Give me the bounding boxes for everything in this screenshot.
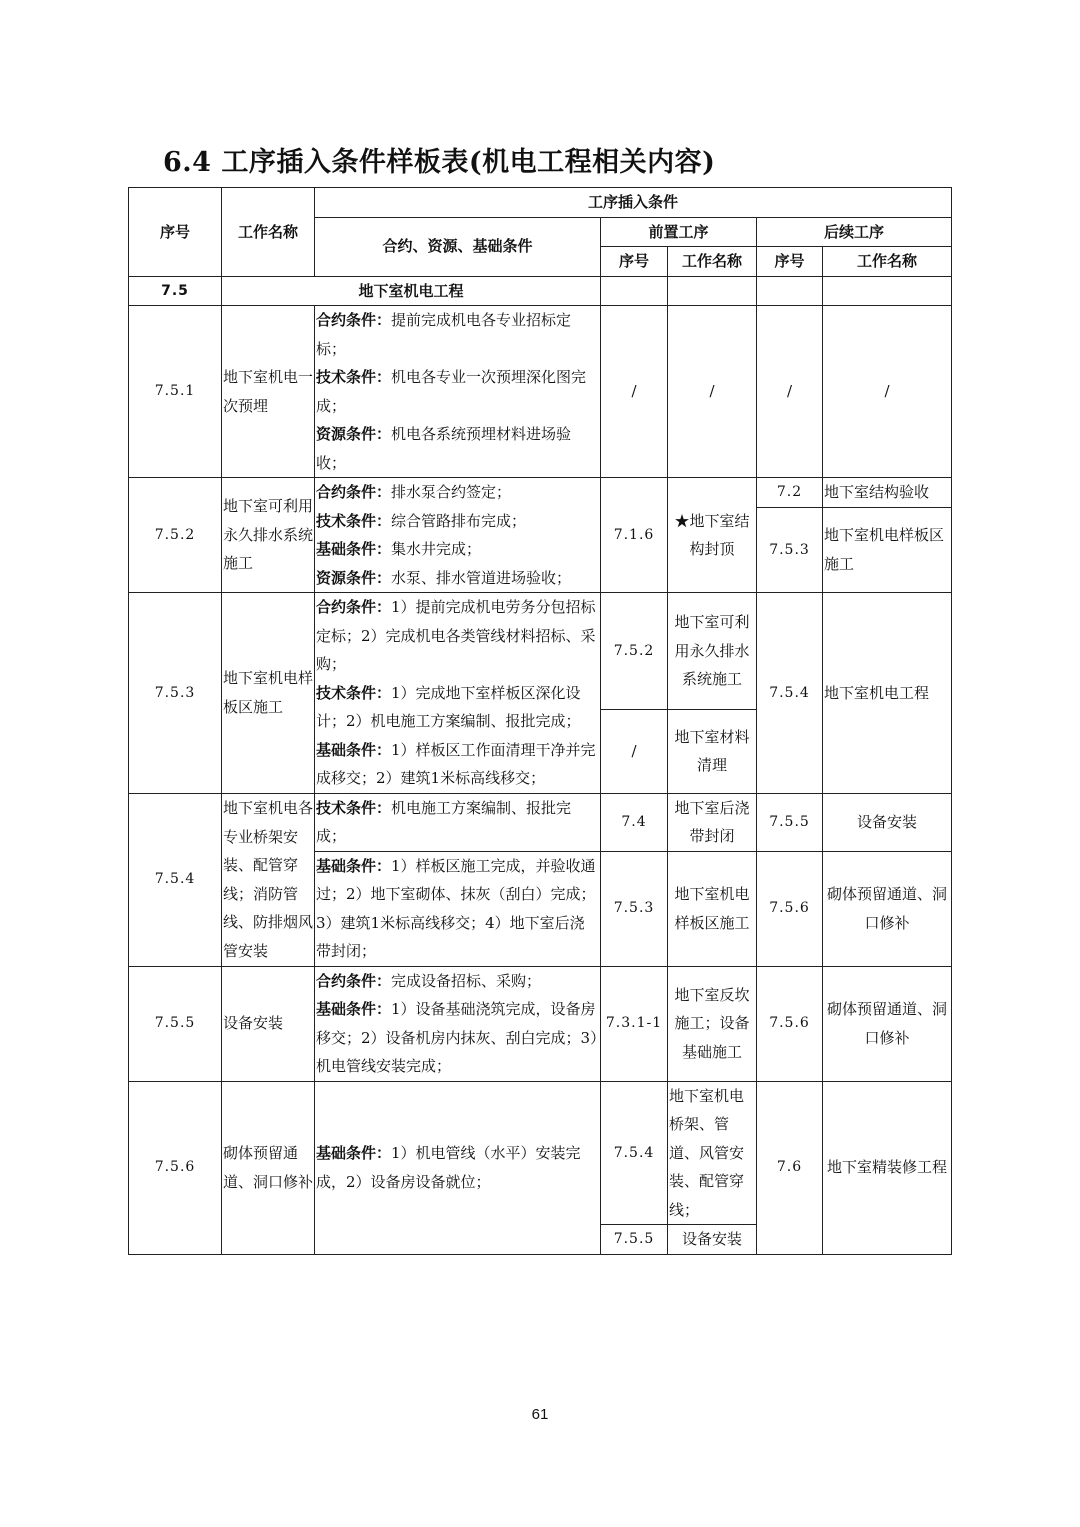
- condition-label: 基础条件：: [316, 540, 392, 558]
- row-seq: 7.5.6: [129, 1081, 222, 1254]
- condition-text: 机电各专业一次预埋深化图完成；: [316, 368, 587, 415]
- next-seq: 7.5.6: [757, 851, 823, 966]
- next-seq: 7.5.5: [757, 793, 823, 851]
- section-seq: 7.5: [129, 276, 222, 306]
- row-seq: 7.5.1: [129, 306, 222, 478]
- prev-seq: 7.5.2: [601, 593, 668, 710]
- condition-text: 集水井完成；: [391, 540, 482, 558]
- prev-name: 地下室机电桥架、管道、风管安装、配管穿线；: [668, 1081, 757, 1225]
- prev-seq: 7.4: [601, 793, 668, 851]
- condition-label: 基础条件：: [316, 740, 392, 759]
- condition-label: 基础条件：: [316, 1000, 392, 1018]
- condition-line: [316, 507, 599, 536]
- row-seq: 7.5.2: [129, 478, 222, 593]
- row-conditions: [315, 593, 601, 794]
- header-seq: 序号: [129, 188, 222, 277]
- condition-line: [316, 564, 599, 593]
- row-work-name: 地下室机电一次预埋: [222, 306, 315, 478]
- prev-name: ★地下室结构封顶: [668, 478, 757, 593]
- row-conditions: [315, 306, 601, 478]
- next-seq: /: [757, 306, 823, 478]
- condition-text: 机电施工方案编制、报批完成；: [316, 798, 572, 845]
- condition-text: 1）样板区施工完成，并验收通过；2）地下室砌体、抹灰（刮白）完成；3）建筑1米标高线移交；4）地下室后浇带封闭；: [316, 856, 596, 960]
- condition-label: 资源条件：: [316, 568, 392, 587]
- condition-label: 合约条件：: [316, 598, 392, 616]
- condition-label: 基础条件：: [316, 1144, 392, 1162]
- row-work-name: 地下室机电各专业桥架安装、配管穿线；消防管线、防排烟风管安装: [222, 793, 315, 966]
- next-seq: 7.5.4: [757, 593, 823, 794]
- header-work-name: 工作名称: [222, 188, 315, 277]
- condition-text: 1）设备基础浇筑完成，设备房移交；2）设备机房内抹灰、刮白完成；3）机电管线安装完成；: [316, 1000, 598, 1075]
- table-row: [129, 966, 952, 1081]
- header-prev-process: 前置工序: [601, 217, 757, 247]
- table-row: [129, 793, 952, 851]
- header-insert-conditions: 工序插入条件: [315, 188, 952, 218]
- next-seq: 7.5.3: [757, 507, 823, 592]
- condition-label: 技术条件：: [316, 683, 392, 702]
- next-seq: 7.6: [757, 1081, 823, 1254]
- row-conditions: [315, 966, 601, 1081]
- condition-line: [316, 967, 599, 996]
- prev-name: 地下室后浇带封闭: [668, 793, 757, 851]
- row-seq: 7.5.3: [129, 593, 222, 794]
- condition-label: 合约条件：: [316, 971, 392, 990]
- condition-label: 技术条件：: [316, 368, 392, 386]
- row-work-name: 砌体预留通道、洞口修补: [222, 1081, 315, 1254]
- condition-text: 提前完成机电各专业招标定标；: [316, 311, 572, 358]
- condition-text: 1）提前完成机电劳务分包招标定标；2）完成机电各类管线材料招标、采购；: [316, 598, 596, 673]
- prev-seq: 7.5.5: [601, 1225, 668, 1255]
- process-table: [128, 187, 952, 1255]
- header-next-seq: 序号: [757, 247, 823, 277]
- condition-text: 水泵、排水管道进场验收；: [391, 568, 572, 587]
- condition-line: [316, 478, 599, 507]
- condition-line: [316, 852, 599, 966]
- condition-text: 机电各系统预埋材料进场验收；: [316, 425, 572, 472]
- condition-line: [316, 420, 599, 477]
- row-work-name: 地下室可利用永久排水系统施工: [222, 478, 315, 593]
- prev-name: 地下室材料清理: [668, 710, 757, 793]
- header-next-process: 后续工序: [757, 217, 952, 247]
- next-name: 地下室精装修工程: [823, 1081, 952, 1254]
- condition-label: 技术条件：: [316, 511, 392, 530]
- prev-seq: /: [601, 306, 668, 478]
- table-row: [129, 593, 952, 710]
- condition-line: [316, 995, 599, 1081]
- prev-seq: 7.1.6: [601, 478, 668, 593]
- condition-line: [316, 736, 599, 793]
- next-name: 地下室机电工程: [823, 593, 952, 794]
- next-seq: 7.2: [757, 478, 823, 508]
- section-row: [129, 276, 952, 306]
- condition-line: [316, 593, 599, 679]
- header-prev-seq: 序号: [601, 247, 668, 277]
- condition-line: [316, 794, 599, 851]
- prev-name: 地下室机电样板区施工: [668, 851, 757, 966]
- page-number: 61: [531, 1406, 549, 1423]
- condition-label: 合约条件：: [316, 311, 392, 329]
- condition-text: 1）样板区工作面清理干净并完成移交；2）建筑1米标高线移交；: [316, 740, 596, 787]
- header-prev-name: 工作名称: [668, 247, 757, 277]
- table-row: [129, 306, 952, 478]
- row-conditions: [315, 478, 601, 593]
- next-name: 地下室机电样板区施工: [823, 507, 952, 592]
- condition-line: [316, 535, 599, 564]
- prev-name: /: [668, 306, 757, 478]
- condition-text: 综合管路排布完成；: [391, 511, 527, 530]
- prev-seq: 7.5.4: [601, 1081, 668, 1225]
- row-conditions: [315, 1081, 601, 1254]
- row-conditions: [315, 793, 601, 851]
- section-name: 地下室机电工程: [222, 276, 601, 306]
- row-seq: 7.5.5: [129, 966, 222, 1081]
- next-name: 砌体预留通道、洞口修补: [823, 966, 952, 1081]
- row-work-name: 设备安装: [222, 966, 315, 1081]
- prev-seq: /: [601, 710, 668, 793]
- condition-line: [316, 306, 599, 363]
- header-contract-resource: 合约、资源、基础条件: [315, 217, 601, 276]
- prev-name: 地下室反坎施工；设备基础施工: [668, 966, 757, 1081]
- prev-name: 地下室可利用永久排水系统施工: [668, 593, 757, 710]
- header-next-name: 工作名称: [823, 247, 952, 277]
- table-row: [129, 478, 952, 508]
- row-work-name: 地下室机电样板区施工: [222, 593, 315, 794]
- next-name: 地下室结构验收: [823, 478, 952, 508]
- condition-text: 排水泵合约签定；: [391, 483, 512, 501]
- condition-label: 合约条件：: [316, 483, 392, 501]
- condition-line: [316, 1139, 599, 1196]
- page-title: 6.4 工序插入条件样板表(机电工程相关内容): [163, 147, 716, 178]
- next-name: 设备安装: [823, 793, 952, 851]
- prev-seq: 7.5.3: [601, 851, 668, 966]
- condition-text: 完成设备招标、采购；: [391, 971, 542, 990]
- next-seq: 7.5.6: [757, 966, 823, 1081]
- condition-label: 技术条件：: [316, 798, 392, 817]
- condition-text: 1）完成地下室样板区深化设计；2）机电施工方案编制、报批完成；: [316, 683, 581, 730]
- row-conditions: [315, 851, 601, 966]
- row-seq: 7.5.4: [129, 793, 222, 966]
- condition-label: 资源条件：: [316, 425, 392, 443]
- condition-line: [316, 363, 599, 420]
- next-name: /: [823, 306, 952, 478]
- prev-seq: 7.3.1-1: [601, 966, 668, 1081]
- table-row: [129, 1081, 952, 1225]
- next-name: 砌体预留通道、洞口修补: [823, 851, 952, 966]
- prev-name: 设备安装: [668, 1225, 757, 1255]
- condition-line: [316, 679, 599, 736]
- condition-label: 基础条件：: [316, 856, 392, 875]
- condition-text: 1）机电管线（水平）安装完成，2）设备房设备就位；: [316, 1144, 581, 1191]
